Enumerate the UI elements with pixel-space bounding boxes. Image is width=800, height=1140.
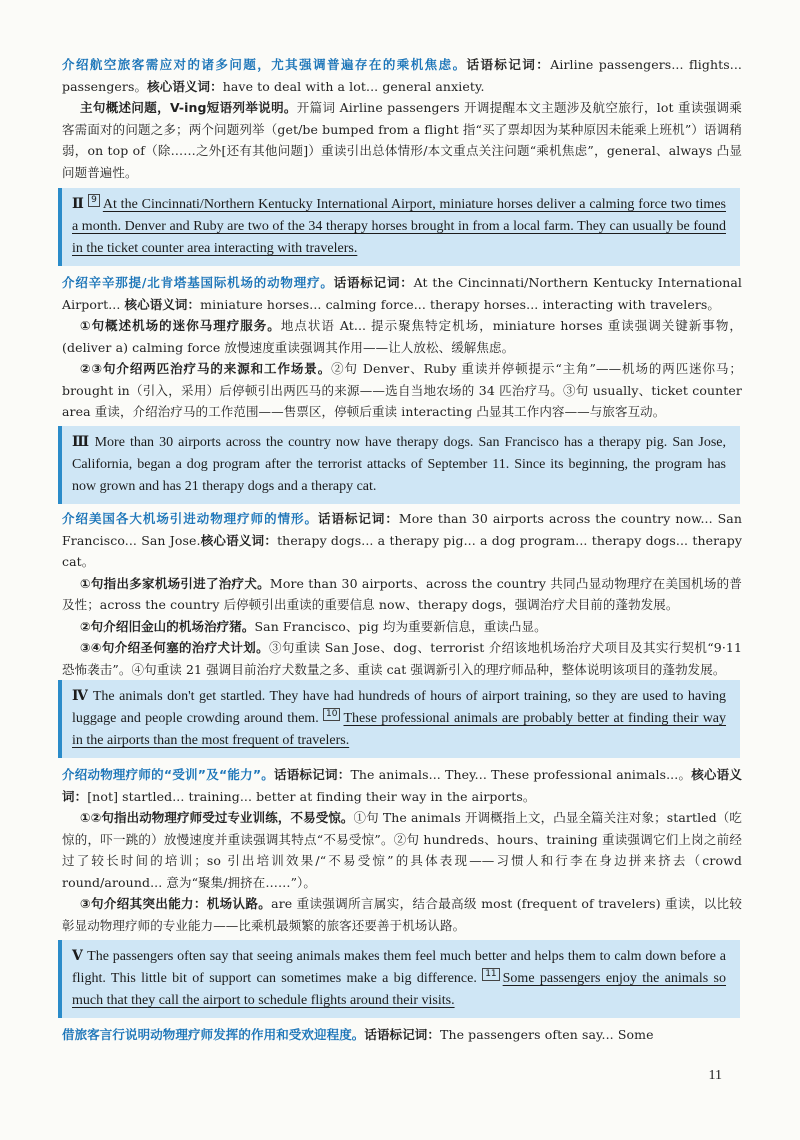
core-label: 核心语义词： <box>124 296 201 312</box>
marker-text: The animals... They... These professional animals...。 <box>350 767 692 782</box>
passage-box-5 <box>58 940 740 1018</box>
analysis-text: ②句 Denver、Ruby 重读并停顿提示“主角”——机场的两匹迷你马；brought in（引入，采用）后停顿引出两匹马的来源——选自当地农场的 34 匹治疗马。③句 usually、ticket counter area 重读，介绍治疗马的工作范围——售票区，停顿后重读 interacting 凸显其工作内容——与旅客互动。 <box>62 361 742 419</box>
marker-label: 话语标记词： <box>318 511 399 526</box>
page-number: 11 <box>708 1068 722 1083</box>
section-heading: 介绍动物理疗师的“受训”及“能力”。 <box>62 767 275 782</box>
analysis-label: ①句指出多家机场引进了治疗犬。 <box>80 575 270 591</box>
analysis-text: San Francisco、pig 均为重要新信息，重读凸显。 <box>254 618 547 634</box>
passage-text: The passengers often say that seeing animals makes them feel much better and helps them to calm down before a flight. This little bit of support can sometimes make a big difference. <box>72 949 726 986</box>
question-marker: 9 <box>88 194 100 207</box>
question-marker: 11 <box>482 968 499 981</box>
paragraph <box>62 637 742 680</box>
passage-text: The animals don't get startled. They have had hundreds of hours of airport training, so they are used to having luggage and people crowding around them. <box>72 689 727 726</box>
paragraph <box>62 54 742 97</box>
paragraph <box>62 764 742 807</box>
analysis-text: ①句 The animals 开调概指上文，凸显全篇关注对象；startled（吃惊的，吓一跳的）放慢速度并重读强调其特点“不易受惊”。②句 hundreds、hours、training 重读强调它们上岗之前经过了较长时间的培训；so 引出培训效果/“不易受惊”的具体表现——习惯人和行李在身边拼来挤去（crowd round/around... 意为“聚集/拥挤在……”）。 <box>62 810 742 890</box>
section-passenger-issues <box>62 54 742 183</box>
section-heading: 借旅客言行说明动物理疗师发挥的作用和受欢迎程度。 <box>62 1027 365 1042</box>
marker-label: 话语标记词： <box>466 57 551 72</box>
marker-text: At the Cincinnati/Northern Kentucky International Airport... <box>62 275 742 312</box>
core-label: 核心语义词： <box>200 532 278 548</box>
analysis-label: ①②句指出动物理疗师受过专业训练，不易受惊。 <box>80 810 354 825</box>
paragraph <box>62 573 742 616</box>
paragraph <box>62 315 742 358</box>
section-numeral: Ⅳ <box>72 689 89 704</box>
analysis-label: ②句介绍旧金山的机场治疗猪。 <box>80 618 255 634</box>
paragraph <box>62 508 742 573</box>
section-numeral: Ⅲ <box>72 435 91 450</box>
analysis-label: ③④句介绍圣何塞的治疗犬计划。 <box>80 640 269 655</box>
analysis-text: More than 30 airports、across the country 共同凸显动物理疗在美国机场的普及性；across the country 后停顿引出重读的重要信息 now、therapy dogs，强调治疗犬目前的蓬勃发展。 <box>62 575 742 612</box>
passage-text-underlined: These professional animals are probably better at finding their way in the airports than the most frequent of travelers. <box>72 711 727 748</box>
marker-label: 话语标记词： <box>333 275 414 290</box>
analysis-label: ②③句介绍两匹治疗马的来源和工作场景。 <box>80 361 332 376</box>
paragraph <box>62 272 742 315</box>
passage-text-underlined: Some passengers enjoy the animals so much that they call the airport to schedule flights around their visits. <box>72 971 727 1008</box>
paragraph <box>62 807 742 893</box>
core-text: have to deal with a lot... general anxiety. <box>222 78 485 94</box>
section-cincinnati <box>62 272 742 423</box>
marker-text: More than 30 airports across the country now... San Francisco... San Jose. <box>62 511 742 548</box>
section-animal-training <box>62 764 742 936</box>
marker-text: The passengers often say... Some <box>440 1027 654 1042</box>
analysis-text: ③句重读 San Jose、dog、terrorist 介绍该地机场治疗犬项目及其实行契机“9·11 恐怖袭击”。④句重读 21 强调目前治疗犬数量之多、重读 cat 强调新引入的理疗师品种，整体说明该项目的蓬勃发展。 <box>62 640 742 677</box>
question-marker: 10 <box>323 708 340 721</box>
passage-box-4 <box>58 680 740 758</box>
passage-text: At the Cincinnati/Northern Kentucky International Airport, miniature horses deliver a calming force two times a month. Denver and Ruby are two of the 34 therapy horses brought in from a local farm. They can usually be found in the ticket counter area interacting with travelers. <box>72 197 726 256</box>
marker-text: Airline passengers... flights... passengers。 <box>62 57 742 94</box>
core-text: [not] startled... training... better at finding their way in the airports。 <box>87 788 536 804</box>
analysis-text: 开篇词 Airline passengers 开调提醒本文主题涉及航空旅行，lot 重读强调乘客需面对的问题之多；两个问题列举（get/be bumped from a flight 指“买了票却因为某种原因未能乘上班机”）语调稍弱，on top of（除……之外[还有其他问题]）重读引出总体情形/本文重点关注问题“乘机焦虑”，general、always 凸显问题普遍性。 <box>62 100 742 180</box>
core-text: miniature horses... calming force... therapy horses... interacting with travelers。 <box>200 296 721 312</box>
section-numeral: Ⅱ <box>72 197 85 212</box>
analysis-text: are 重读强调所言属实，结合最高级 most (frequent of travelers) 重读，以比较彰显动物理疗师的专业能力——比乘机最频繁的旅客还要善于机场认路。 <box>62 896 742 933</box>
analysis-text: 地点状语 At... 提示聚焦特定机场，miniature horses 重读强调关键新事物，(deliver a) calming force 放慢速度重读强调其作用——让人放松、缓解焦虑。 <box>62 318 743 355</box>
section-us-airports <box>62 508 742 680</box>
paragraph <box>62 97 742 183</box>
core-label: 核心语义词： <box>62 767 742 804</box>
section-heading: 介绍航空旅客需应对的诸多问题，尤其强调普遍存在的乘机焦虑。 <box>62 57 467 72</box>
section-heading: 介绍辛辛那提/北肯塔基国际机场的动物理疗。 <box>62 275 334 290</box>
core-label: 核心语义词： <box>147 78 223 94</box>
paragraph <box>62 893 742 936</box>
analysis-label: ③句介绍其突出能力：机场认路。 <box>80 896 272 911</box>
paragraph <box>62 358 742 423</box>
section-numeral: Ⅴ <box>72 949 84 964</box>
section-heading: 介绍美国各大机场引进动物理疗师的情形。 <box>62 511 318 526</box>
passage-text: More than 30 airports across the country now have therapy dogs. San Francisco has a therapy pig. San Jose, California, began a dog program after the terrorist attacks of September 11. Since its beginning, the program has now grown and has 21 therapy dogs and a therapy cat. <box>72 435 726 494</box>
section-passenger-feedback <box>62 1024 742 1046</box>
marker-label: 话语标记词： <box>274 767 351 782</box>
marker-label: 话语标记词： <box>364 1027 441 1042</box>
passage-box-3 <box>58 426 740 504</box>
paragraph <box>62 616 742 638</box>
paragraph <box>62 1024 742 1046</box>
core-text: therapy dogs... a therapy pig... a dog program... therapy dogs... therapy cat。 <box>62 532 742 569</box>
analysis-label: ①句概述机场的迷你马理疗服务。 <box>80 318 281 333</box>
analysis-label: 主句概述问题，V-ing短语列举说明。 <box>80 100 297 115</box>
passage-box-2 <box>58 188 740 266</box>
